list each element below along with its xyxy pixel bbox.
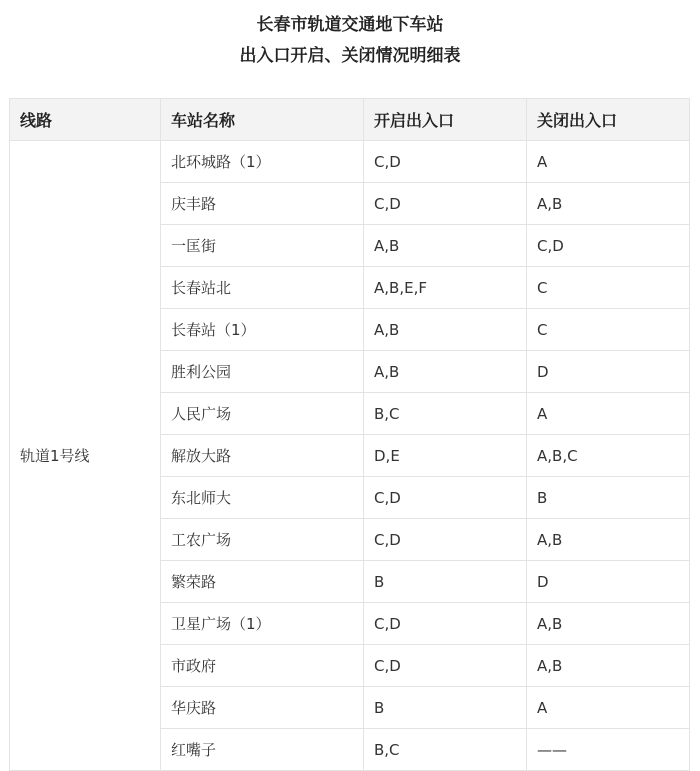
open-entrances-cell: C,D xyxy=(364,477,527,519)
open-entrances-cell: C,D xyxy=(364,141,527,183)
station-name-cell: 长春站（1） xyxy=(161,309,364,351)
closed-entrances-cell: —— xyxy=(527,729,690,771)
open-entrances-cell: D,E xyxy=(364,435,527,477)
station-name-cell: 庆丰路 xyxy=(161,183,364,225)
closed-entrances-cell: A,B xyxy=(527,603,690,645)
table-row xyxy=(10,141,690,183)
header-open-entrances: 开启出入口 xyxy=(364,99,527,141)
station-name-cell: 繁荣路 xyxy=(161,561,364,603)
closed-entrances-cell: A,B xyxy=(527,183,690,225)
line-name-cell: 轨道1号线 xyxy=(10,141,161,771)
title-line-1: 长春市轨道交通地下车站 xyxy=(256,15,444,35)
station-name-cell: 华庆路 xyxy=(161,687,364,729)
open-entrances-cell: B,C xyxy=(364,393,527,435)
open-entrances-cell: A,B xyxy=(364,225,527,267)
station-name-cell: 北环城路（1） xyxy=(161,141,364,183)
closed-entrances-cell: A,B xyxy=(527,519,690,561)
closed-entrances-cell: C xyxy=(527,267,690,309)
closed-entrances-cell: C,D xyxy=(527,225,690,267)
closed-entrances-cell: A,B xyxy=(527,645,690,687)
title-line-2: 出入口开启、关闭情况明细表 xyxy=(239,46,461,66)
open-entrances-cell: B xyxy=(364,687,527,729)
station-name-cell: 人民广场 xyxy=(161,393,364,435)
closed-entrances-cell: D xyxy=(527,351,690,393)
open-entrances-cell: C,D xyxy=(364,519,527,561)
header-line: 线路 xyxy=(10,99,161,141)
closed-entrances-cell: A xyxy=(527,141,690,183)
table-title xyxy=(0,10,700,72)
table-body xyxy=(10,141,690,771)
closed-entrances-cell: A,B,C xyxy=(527,435,690,477)
open-entrances-cell: B,C xyxy=(364,729,527,771)
station-name-cell: 解放大路 xyxy=(161,435,364,477)
open-entrances-cell: C,D xyxy=(364,603,527,645)
header-station-name: 车站名称 xyxy=(161,99,364,141)
station-name-cell: 工农广场 xyxy=(161,519,364,561)
station-name-cell: 红嘴子 xyxy=(161,729,364,771)
station-name-cell: 胜利公园 xyxy=(161,351,364,393)
closed-entrances-cell: D xyxy=(527,561,690,603)
station-name-cell: 市政府 xyxy=(161,645,364,687)
open-entrances-cell: C,D xyxy=(364,183,527,225)
open-entrances-cell: A,B xyxy=(364,351,527,393)
station-name-cell: 东北师大 xyxy=(161,477,364,519)
station-name-cell: 卫星广场（1） xyxy=(161,603,364,645)
station-name-cell: 长春站北 xyxy=(161,267,364,309)
station-entrance-table xyxy=(9,98,690,771)
open-entrances-cell: A,B xyxy=(364,309,527,351)
open-entrances-cell: A,B,E,F xyxy=(364,267,527,309)
table-header-row xyxy=(10,99,690,141)
open-entrances-cell: B xyxy=(364,561,527,603)
station-name-cell: 一匡街 xyxy=(161,225,364,267)
closed-entrances-cell: C xyxy=(527,309,690,351)
closed-entrances-cell: A xyxy=(527,393,690,435)
closed-entrances-cell: A xyxy=(527,687,690,729)
closed-entrances-cell: B xyxy=(527,477,690,519)
header-closed-entrances: 关闭出入口 xyxy=(527,99,690,141)
open-entrances-cell: C,D xyxy=(364,645,527,687)
